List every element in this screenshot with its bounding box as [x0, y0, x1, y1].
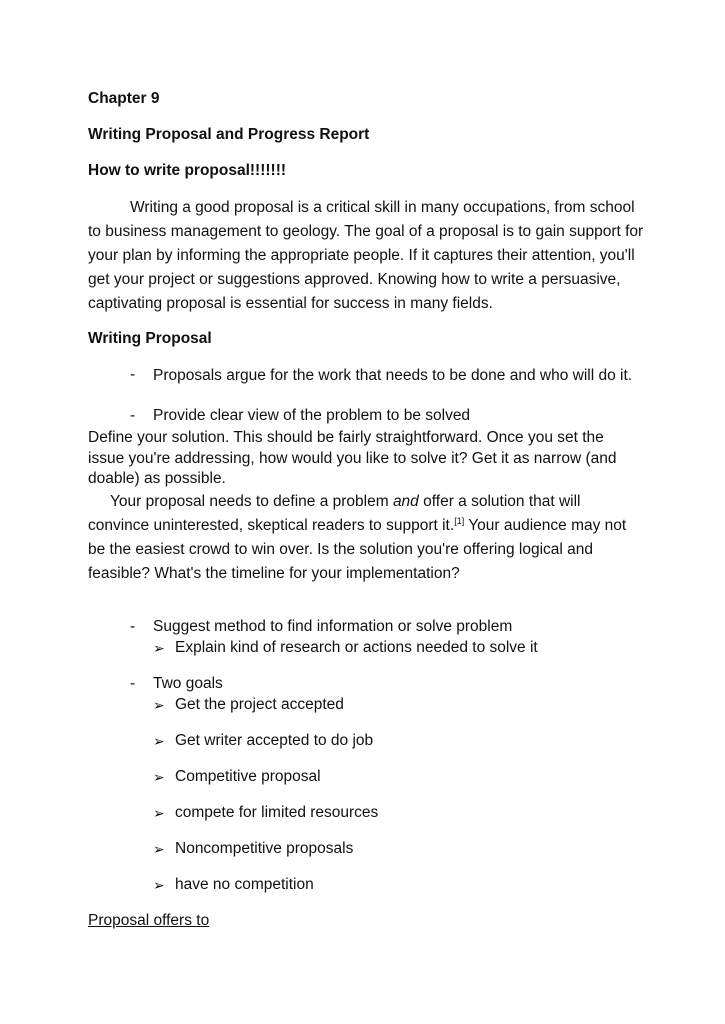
- dash-marker: -: [130, 675, 136, 692]
- bullet-item: Proposals argue for the work that needs to be done and who will do it.: [153, 367, 633, 384]
- chapter-label: Chapter 9: [88, 90, 160, 107]
- define-paragraph: Define your solution. This should be fairly straightforward. Once you set the issue you're addressing, how would you like to solve it? Get it as narrow (and doable) as possible.: [88, 429, 617, 487]
- how-to-heading: How to write proposal!!!!!!!: [88, 162, 287, 179]
- goal-item: Noncompetitive proposals: [175, 840, 354, 857]
- goal-item: Competitive proposal: [175, 768, 321, 785]
- goal-item: Get writer accepted to do job: [175, 732, 374, 749]
- goal-item: have no competition: [175, 876, 314, 893]
- goal-item: Get the project accepted: [175, 696, 344, 713]
- problem-text-3: Your audience may not be the easiest crowd to win over. Is the solution you're offering logical and feasible? What's the timeline for your implementation?: [88, 517, 627, 582]
- problem-text-1: Your proposal needs to define a problem: [110, 493, 393, 510]
- problem-paragraph: [88, 490, 643, 586]
- problem-text-2: offer a solution that will convince uninterested, skeptical readers to support it.: [88, 493, 581, 534]
- arrow-bullet-icon: ➢: [153, 877, 165, 893]
- writing-proposal-heading: Writing Proposal: [88, 330, 212, 347]
- dash-marker: -: [130, 618, 136, 635]
- bullet-item: Provide clear view of the problem to be solved: [153, 407, 471, 424]
- arrow-bullet-icon: ➢: [153, 805, 165, 821]
- sub-bullet-item: Explain kind of research or actions needed to solve it: [175, 639, 538, 656]
- dash-marker: -: [130, 407, 136, 424]
- proposal-offers-heading: Proposal offers to: [88, 912, 210, 929]
- goal-item: compete for limited resources: [175, 804, 379, 821]
- arrow-bullet-icon: ➢: [153, 697, 165, 713]
- bullet-item: Suggest method to find information or solve problem: [153, 618, 513, 635]
- arrow-bullet-icon: ➢: [153, 733, 165, 749]
- bullet-item: Two goals: [153, 675, 223, 692]
- dash-marker: -: [130, 366, 136, 383]
- arrow-bullet-icon: ➢: [153, 841, 165, 857]
- arrow-bullet-icon: ➢: [153, 769, 165, 785]
- footnote-link[interactable]: [1]: [454, 515, 465, 526]
- problem-emphasis: and: [392, 493, 419, 510]
- arrow-bullet-icon: ➢: [153, 640, 165, 656]
- page-title: Writing Proposal and Progress Report: [88, 126, 370, 143]
- intro-paragraph: Writing a good proposal is a critical skill in many occupations, from school to business management to geology. The goal of a proposal is to gain support for your plan by informing the appropriate people. If it captures their attention, you'll get your project or suggestions approved. Knowing how to write a persuasive, captivating proposal is essential for success in many fields.: [88, 199, 644, 312]
